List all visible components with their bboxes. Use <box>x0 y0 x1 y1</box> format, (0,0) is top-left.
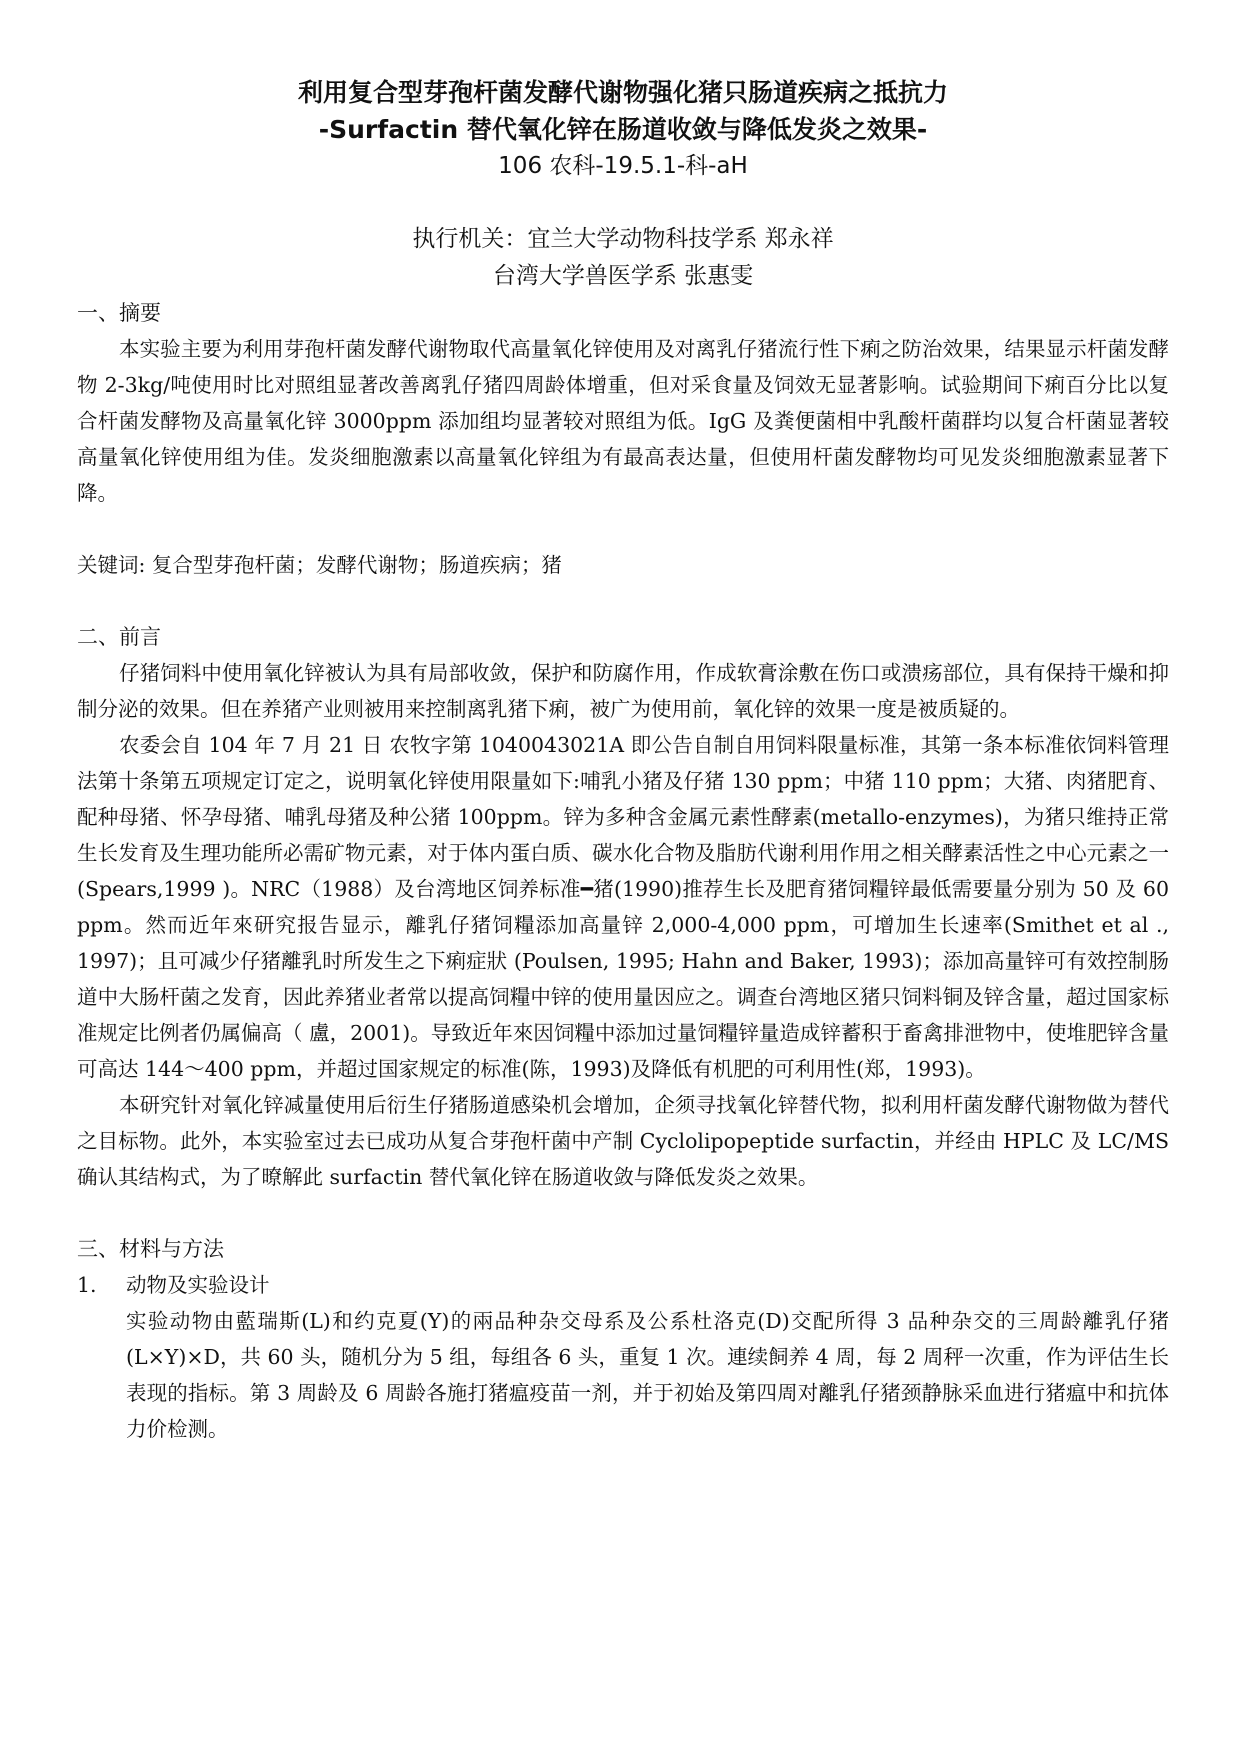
project-code: 106 农科-19.5.1-科-aH <box>498 153 748 179</box>
abstract-body: 本实验主要为利用芽孢杆菌发酵代谢物取代高量氧化锌使用及对离乳仔猪流行性下痢之防治效果，结果显示杆菌发酵物 2-3kg/吨使用时比对照组显著改善离乳仔猪四周龄体增重，但对采食量及饲效无显著影响。试验期间下痢百分比以复合杆菌发酵物及高量氧化锌 3000ppm 添加组均显著较对照组为低。IgG 及粪便菌相中乳酸杆菌群均以复合杆菌显著较高量氧化锌使用组为佳。发炎细胞激素以高量氧化锌组为有最高表达量，但使用杆菌发酵物均可见发炎细胞激素显著下降。 <box>77 337 1169 505</box>
item-number: 1. <box>77 1273 97 1297</box>
item-title: 动物及实验设计 <box>126 1273 270 1297</box>
intro-paragraph-3: 本研究针对氧化锌减量使用后衍生仔猪肠道感染机会增加，企须寻找氧化锌替代物，拟利用杆菌发酵代谢物做为替代之目标物。此外，本实验室过去已成功从复合芽孢杆菌中产制 Cyclolipopeptide surfactin，并经由 HPLC 及 LC/MS 确认其结构式，为了暸解此 surfactin 替代氧化锌在肠道收敛与降低发炎之效果。 <box>77 1093 1169 1189</box>
spacer <box>77 583 1169 619</box>
spacer <box>77 1195 1169 1231</box>
abstract-heading: 一、摘要 <box>77 301 161 325</box>
spacer <box>77 511 1169 547</box>
title-block <box>77 74 1169 185</box>
intro-heading: 二、前言 <box>77 625 161 649</box>
document-title: 利用复合型芽孢杆菌发酵代谢物强化猪只肠道疾病之抵抗力 <box>297 78 948 107</box>
affiliation-line-2: 台湾大学兽医学系 张惠雯 <box>492 263 754 289</box>
methods-heading: 三、材料与方法 <box>77 1237 224 1261</box>
affiliation-line-1: 执行机关：宜兰大学动物科技学系 郑永祥 <box>412 226 834 252</box>
document-page <box>77 74 1169 1447</box>
methods-item-1 <box>77 1267 1169 1303</box>
affiliation-block <box>77 221 1169 295</box>
keywords: 关键词: 复合型芽孢杆菌；发酵代谢物；肠道疾病；猪 <box>77 553 562 577</box>
document-subtitle: -Surfactin 替代氧化锌在肠道收敛与降低发炎之效果- <box>318 115 928 144</box>
intro-paragraph-1: 仔猪饲料中使用氧化锌被认为具有局部收敛，保护和防腐作用，作成软膏涂敷在伤口或溃疡部位，具有保持干燥和抑制分泌的效果。但在养猪产业则被用来控制离乳猪下痢，被广为使用前，氧化锌的效果一度是被质疑的。 <box>77 661 1169 721</box>
methods-item-1-body: 实验动物由藍瑞斯(L)和约克夏(Y)的兩品种杂交母系及公系杜洛克(D)交配所得 3 品种杂交的三周龄離乳仔猪 (L×Y)×D，共 60 头，随机分为 5 组，每组各 6 头，重复 1 次。連续飼养 4 周，每 2 周秤一次重，作为评估生长表现的指标。第 3 周龄及 6 周龄各施打猪瘟疫苗一剂，并于初始及第四周对離乳仔猪颈静脉采血进行猪瘟中和抗体力价检测。 <box>126 1309 1169 1441</box>
intro-paragraph-2: 农委会自 104 年 7 月 21 日 农牧字第 1040043021A 即公告自制自用饲料限量标准，其第一条本标准依饲料管理法第十条第五项规定订定之，说明氧化锌使用限量如下:哺乳小猪及仔猪 130 ppm；中猪 110 ppm；大猪、肉猪肥育、配种母猪、怀孕母猪、哺乳母猪及种公猪 100ppm。锌为多种含金属元素性酵素(metallo-enzymes)，为猪只维持正常生长发育及生理功能所必需矿物元素，对于体内蛋白质、碳水化合物及脂肪代谢利用作用之相关酵素活性之中心元素之一(Spears,1999 )。NRC（1988）及台湾地区饲养标准━猪(1990)推荐生长及肥育猪饲糧锌最低需要量分别为 50 及 60 ppm。然而近年來研究报告显示，離乳仔猪饲糧添加高量锌 2,000-4,000 ppm，可增加生长速率(Smithet et al ., 1997)；且可减少仔猪離乳时所发生之下痢症狀 (Poulsen, 1995; Hahn and Baker, 1993)；添加高量锌可有效控制肠道中大肠杆菌之发育，因此养猪业者常以提高饲糧中锌的使用量因应之。调查台湾地区猪只饲料铜及锌含量，超过国家标准规定比例者仍属偏高（ 盧，2001)。导致近年來因饲糧中添加过量饲糧锌量造成锌蓄积于畜禽排泄物中，使堆肥锌含量可高达 144～400 ppm，并超过国家规定的标准(陈，1993)及降低有机肥的可利用性(郑，1993)。 <box>77 733 1169 1081</box>
